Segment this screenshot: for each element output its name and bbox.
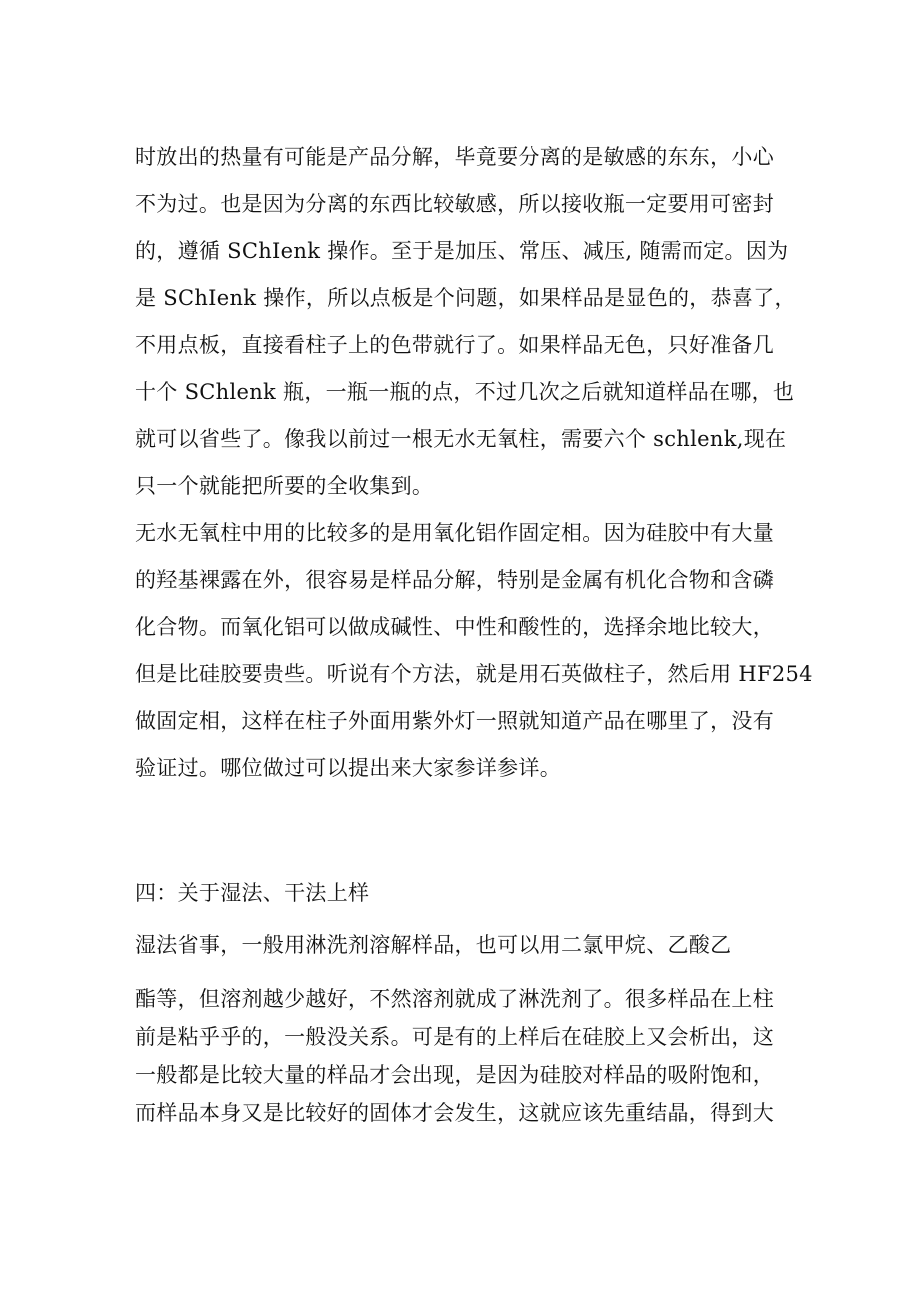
paragraph-1-line-2: 不为过。也是因为分离的东西比较敏感，所以接收瓶一定要用可密封 — [135, 192, 774, 216]
paragraph-2-line-4: 但是比硅胶要贵些。听说有个方法，就是用石英做柱子，然后用 HF254 — [135, 662, 813, 686]
paragraph-3-line-4: 一般都是比较大量的样品才会出现，是因为硅胶对样品的吸附饱和， — [135, 1063, 774, 1087]
paragraph-3-line-3: 前是粘乎乎的，一般没关系。可是有的上样后在硅胶上又会析出，这 — [135, 1025, 774, 1049]
paragraph-1-line-5: 不用点板，直接看柱子上的色带就行了。如果样品无色，只好准备几 — [135, 333, 774, 357]
paragraph-1-line-6: 十个 SChlenk 瓶，一瓶一瓶的点，不过几次之后就知道样品在哪，也 — [135, 380, 795, 404]
paragraph-1-line-7: 就可以省些了。像我以前过一根无水无氧柱，需要六个 schlenk,现在 — [135, 427, 787, 451]
paragraph-1-line-8: 只一个就能把所要的全收集到。 — [135, 474, 434, 498]
paragraph-3-line-5: 而样品本身又是比较好的固体才会发生，这就应该先重结晶，得到大 — [135, 1101, 774, 1125]
paragraph-1-line-1: 时放出的热量有可能是产品分解，毕竟要分离的是敏感的东东，小心 — [135, 145, 774, 169]
paragraph-3-line-2: 酯等，但溶剂越少越好，不然溶剂就成了淋洗剂了。很多样品在上柱 — [135, 987, 774, 1011]
paragraph-2-line-1: 无水无氧柱中用的比较多的是用氧化铝作固定相。因为硅胶中有大量 — [135, 521, 774, 545]
paragraph-2-line-5: 做固定相，这样在柱子外面用紫外灯一照就知道产品在哪里了，没有 — [135, 709, 774, 733]
paragraph-1-line-4: 是 SChIenk 操作，所以点板是个问题，如果样品是显色的，恭喜了， — [135, 286, 796, 310]
paragraph-3-line-1: 湿法省事，一般用淋洗剂溶解样品，也可以用二氯甲烷、乙酸乙 — [135, 933, 732, 957]
paragraph-2-line-3: 化合物。而氧化铝可以做成碱性、中性和酸性的，选择余地比较大， — [135, 615, 774, 639]
paragraph-2-line-2: 的羟基裸露在外，很容易是样品分解，特别是金属有机化合物和含磷 — [135, 568, 774, 592]
paragraph-2-line-6: 验证过。哪位做过可以提出来大家参详参详。 — [135, 756, 561, 780]
section-heading: 四：关于湿法、干法上样 — [135, 881, 370, 905]
paragraph-1-line-3: 的，遵循 SChIenk 操作。至于是加压、常压、减压, 随需而定。因为 — [135, 239, 789, 263]
